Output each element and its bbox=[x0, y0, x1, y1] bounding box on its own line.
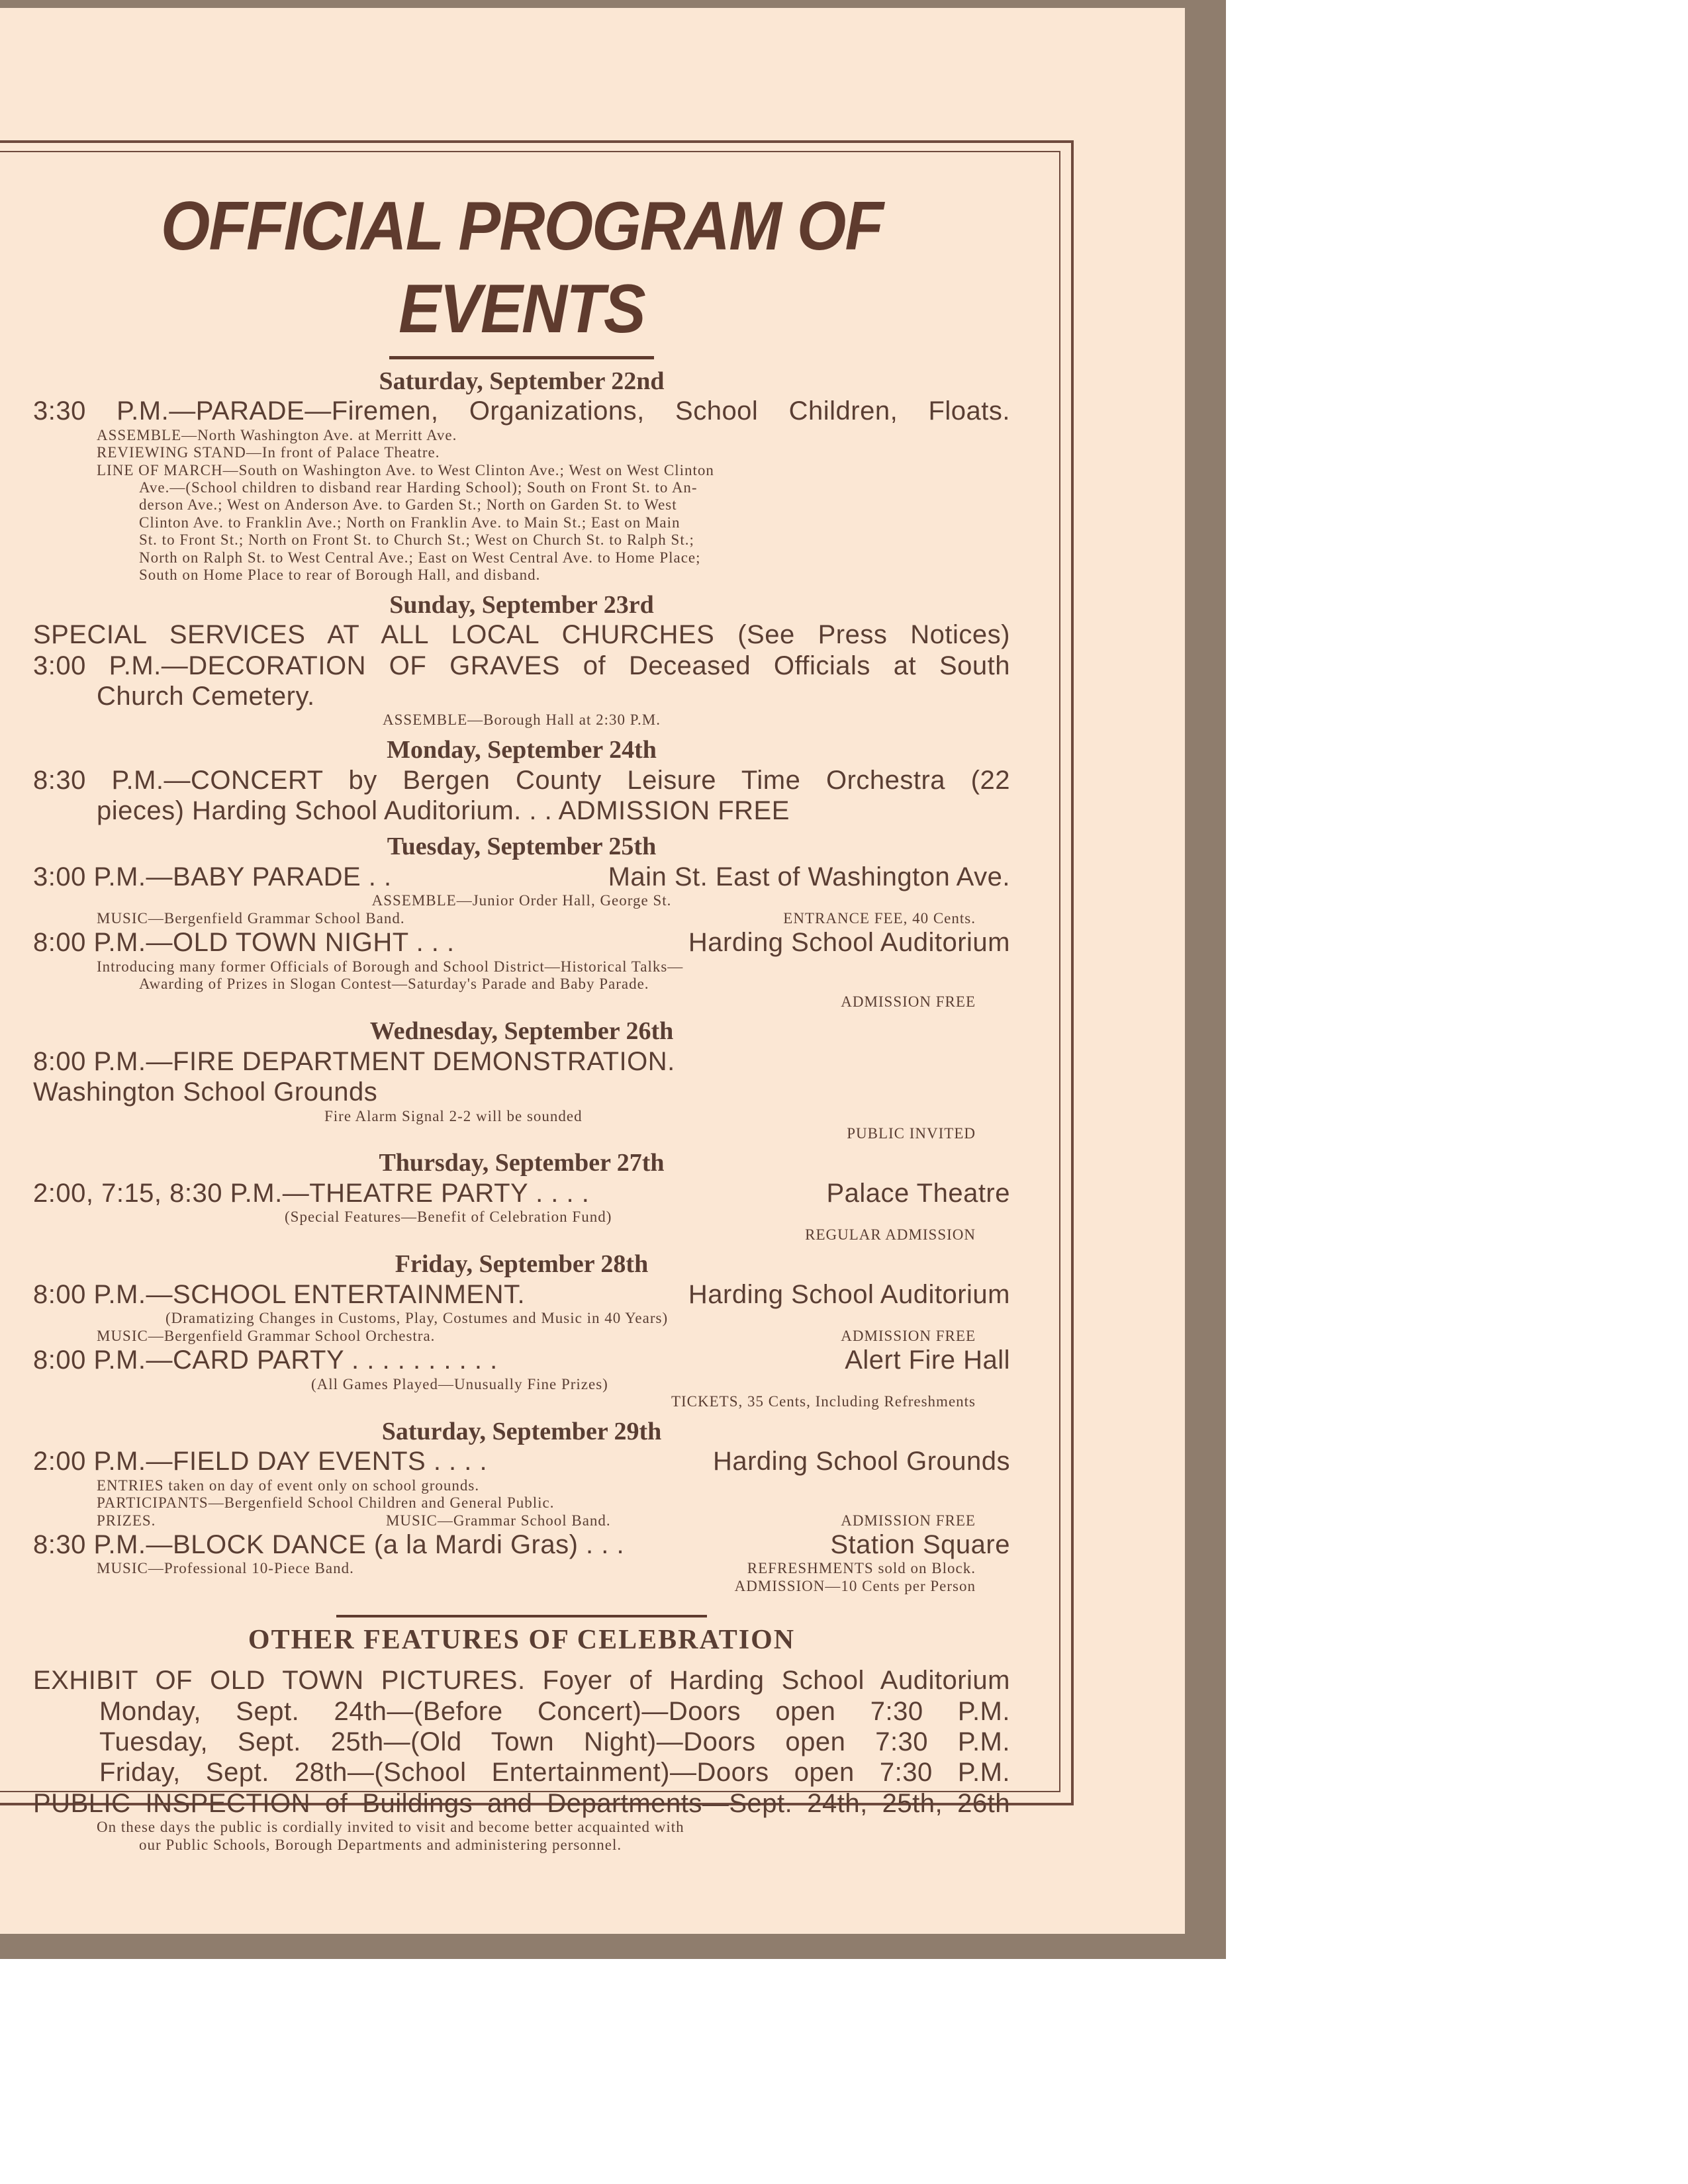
block-dance-music: MUSIC—Professional 10-Piece Band. bbox=[97, 1560, 354, 1577]
card-party-desc: (All Games Played—Unusually Fine Prizes) bbox=[311, 1375, 608, 1392]
fire-public-invited: PUBLIC INVITED bbox=[847, 1124, 976, 1142]
old-town-night-title: 8:00 P.M.—OLD TOWN NIGHT . . . bbox=[33, 928, 455, 958]
inspection-note: our Public Schools, Borough Departments and administering personnel. bbox=[139, 1836, 622, 1853]
event-theatre-party bbox=[33, 1178, 1010, 1208]
event-special-services: SPECIAL SERVICES AT ALL LOCAL CHURCHES (See Press Notices) bbox=[33, 620, 1010, 650]
card-party-tickets: TICKETS, 35 Cents, Including Refreshments bbox=[671, 1393, 976, 1410]
event-concert-cont: pieces) Harding School Auditorium. . . ADMISSION FREE bbox=[97, 796, 790, 825]
baby-parade-location: Main St. East of Washington Ave. bbox=[608, 862, 1010, 892]
block-dance-admission: ADMISSION—10 Cents per Person bbox=[734, 1577, 976, 1594]
event-school-entertainment bbox=[33, 1279, 1010, 1310]
day-heading-thu27: Thursday, September 27th bbox=[379, 1149, 665, 1177]
feature-exhibit-line: Tuesday, Sept. 25th—(Old Town Night)—Doors open 7:30 P.M. bbox=[99, 1727, 1010, 1756]
event-decoration-of-graves-cont: Church Cemetery. bbox=[97, 682, 315, 711]
school-entertainment-admission: ADMISSION FREE bbox=[841, 1327, 976, 1344]
feature-exhibit: EXHIBIT OF OLD TOWN PICTURES. Foyer of Harding School Auditorium bbox=[33, 1666, 1010, 1696]
parade-route-line: North on Ralph St. to West Central Ave.; East on West Central Ave. to Home Place; bbox=[139, 549, 701, 566]
school-entertainment-location: Harding School Auditorium bbox=[688, 1280, 1010, 1310]
field-day-location: Harding School Grounds bbox=[712, 1447, 1010, 1477]
baby-parade-fee: ENTRANCE FEE, 40 Cents. bbox=[783, 909, 976, 927]
feature-exhibit-line: Monday, Sept. 24th—(Before Concert)—Doors open 7:30 P.M. bbox=[99, 1696, 1010, 1726]
day-heading-wed26: Wednesday, September 26th bbox=[369, 1017, 674, 1046]
baby-parade-details bbox=[33, 910, 1010, 927]
day-heading-sat29: Saturday, September 29th bbox=[381, 1417, 662, 1445]
school-entertainment-desc: (Dramatizing Changes in Customs, Play, Costumes and Music in 40 Years) bbox=[165, 1310, 669, 1327]
baby-parade-music: MUSIC—Bergenfield Grammar School Band. bbox=[97, 909, 405, 927]
day-heading-sat22: Saturday, September 22nd bbox=[379, 367, 665, 395]
parade-reviewing: REVIEWING STAND—In front of Palace Theatre. bbox=[97, 444, 440, 461]
baby-parade-title: 3:00 P.M.—BABY PARADE . . bbox=[33, 862, 392, 892]
theatre-party-admission: REGULAR ADMISSION bbox=[805, 1226, 976, 1243]
field-day-details bbox=[33, 1512, 1010, 1529]
school-entertainment-music: MUSIC—Bergenfield Grammar School Orchestra. bbox=[97, 1327, 436, 1344]
program-page bbox=[0, 8, 1185, 1934]
baby-parade-assemble: ASSEMBLE—Junior Order Hall, George St. bbox=[371, 892, 672, 909]
event-old-town-night bbox=[33, 927, 1010, 958]
program-content bbox=[33, 159, 1010, 1854]
old-town-night-admission: ADMISSION FREE bbox=[841, 993, 976, 1010]
event-concert: 8:30 P.M.—CONCERT by Bergen County Leisure Time Orchestra (22 bbox=[33, 765, 1010, 795]
school-entertainment-title: 8:00 P.M.—SCHOOL ENTERTAINMENT. bbox=[33, 1280, 526, 1310]
field-day-entries: ENTRIES taken on day of event only on school grounds. bbox=[97, 1477, 480, 1494]
event-field-day bbox=[33, 1446, 1010, 1477]
block-dance-title: 8:30 P.M.—BLOCK DANCE (a la Mardi Gras) . . . bbox=[33, 1529, 625, 1559]
day-heading-sun23: Sunday, September 23rd bbox=[389, 590, 654, 619]
theatre-party-features: (Special Features—Benefit of Celebration Fund) bbox=[285, 1208, 612, 1226]
parade-route-line: Ave.—(School children to disband rear Harding School); South on Front St. to An- bbox=[139, 478, 698, 496]
graves-assemble: ASSEMBLE—Borough Hall at 2:30 P.M. bbox=[383, 711, 661, 729]
event-parade: 3:30 P.M.—PARADE—Firemen, Organizations, School Children, Floats. bbox=[33, 396, 1010, 426]
event-card-party bbox=[33, 1345, 1010, 1375]
event-fire-demonstration: 8:00 P.M.—FIRE DEPARTMENT DEMONSTRATION. bbox=[33, 1046, 675, 1076]
title-rule bbox=[389, 356, 654, 359]
features-heading: OTHER FEATURES OF CELEBRATION bbox=[248, 1625, 796, 1656]
field-day-music: MUSIC—Grammar School Band. bbox=[385, 1512, 611, 1529]
page-title: OFFICIAL PROGRAM OF EVENTS bbox=[160, 188, 883, 347]
theatre-party-location: Palace Theatre bbox=[826, 1179, 1010, 1208]
old-town-night-desc: Introducing many former Officials of Borough and School District—Historical Talks— bbox=[97, 958, 684, 975]
event-baby-parade bbox=[33, 862, 1010, 892]
field-day-admission: ADMISSION FREE bbox=[841, 1512, 976, 1529]
feature-public-inspection: PUBLIC INSPECTION of Buildings and Departments—Sept. 24th, 25th, 26th bbox=[33, 1788, 1010, 1818]
parade-assemble: ASSEMBLE—North Washington Ave. at Merritt Ave. bbox=[97, 426, 457, 443]
features-rule bbox=[336, 1615, 707, 1617]
theatre-party-title: 2:00, 7:15, 8:30 P.M.—THEATRE PARTY . . . . bbox=[33, 1179, 590, 1208]
event-decoration-of-graves: 3:00 P.M.—DECORATION OF GRAVES of Deceased Officials at South bbox=[33, 651, 1010, 680]
field-day-prizes: PRIZES. bbox=[97, 1512, 156, 1529]
old-town-night-desc: Awarding of Prizes in Slogan Contest—Saturday's Parade and Baby Parade. bbox=[139, 976, 649, 993]
block-dance-details bbox=[33, 1560, 1010, 1577]
day-heading-fri28: Friday, September 28th bbox=[395, 1250, 649, 1279]
day-heading-tue25: Tuesday, September 25th bbox=[387, 833, 657, 861]
block-dance-refreshments: REFRESHMENTS sold on Block. bbox=[747, 1560, 976, 1577]
school-entertainment-details bbox=[33, 1328, 1010, 1345]
parade-route-line: LINE OF MARCH—South on Washington Ave. to West Clinton Ave.; West on West Clinton bbox=[97, 461, 714, 478]
parade-route-line: St. to Front St.; North on Front St. to Church St.; West on Church St. to Ralph St.; bbox=[139, 531, 694, 549]
inspection-note: On these days the public is cordially invited to visit and become better acquainted with bbox=[97, 1819, 684, 1836]
feature-exhibit-line: Friday, Sept. 28th—(School Entertainment)—Doors open 7:30 P.M. bbox=[99, 1758, 1010, 1788]
fire-demonstration-location: Washington School Grounds bbox=[33, 1077, 378, 1107]
fire-alarm-signal: Fire Alarm Signal 2-2 will be sounded bbox=[324, 1107, 583, 1124]
block-dance-location: Station Square bbox=[830, 1529, 1010, 1559]
event-block-dance bbox=[33, 1529, 1010, 1560]
card-party-title: 8:00 P.M.—CARD PARTY . . . . . . . . . . bbox=[33, 1345, 498, 1375]
card-party-location: Alert Fire Hall bbox=[845, 1345, 1010, 1375]
parade-route-line: South on Home Place to rear of Borough Hall, and disband. bbox=[139, 567, 541, 584]
field-day-participants: PARTICIPANTS—Bergenfield School Children and General Public. bbox=[97, 1494, 555, 1512]
parade-route-line: derson Ave.; West on Anderson Ave. to Garden St.; North on Garden St. to West bbox=[139, 496, 677, 514]
field-day-title: 2:00 P.M.—FIELD DAY EVENTS . . . . bbox=[33, 1447, 488, 1477]
parade-route-line: Clinton Ave. to Franklin Ave.; North on Franklin Ave. to Main St.; East on Main bbox=[139, 514, 680, 531]
day-heading-mon24: Monday, September 24th bbox=[387, 735, 657, 764]
old-town-night-location: Harding School Auditorium bbox=[688, 928, 1010, 958]
